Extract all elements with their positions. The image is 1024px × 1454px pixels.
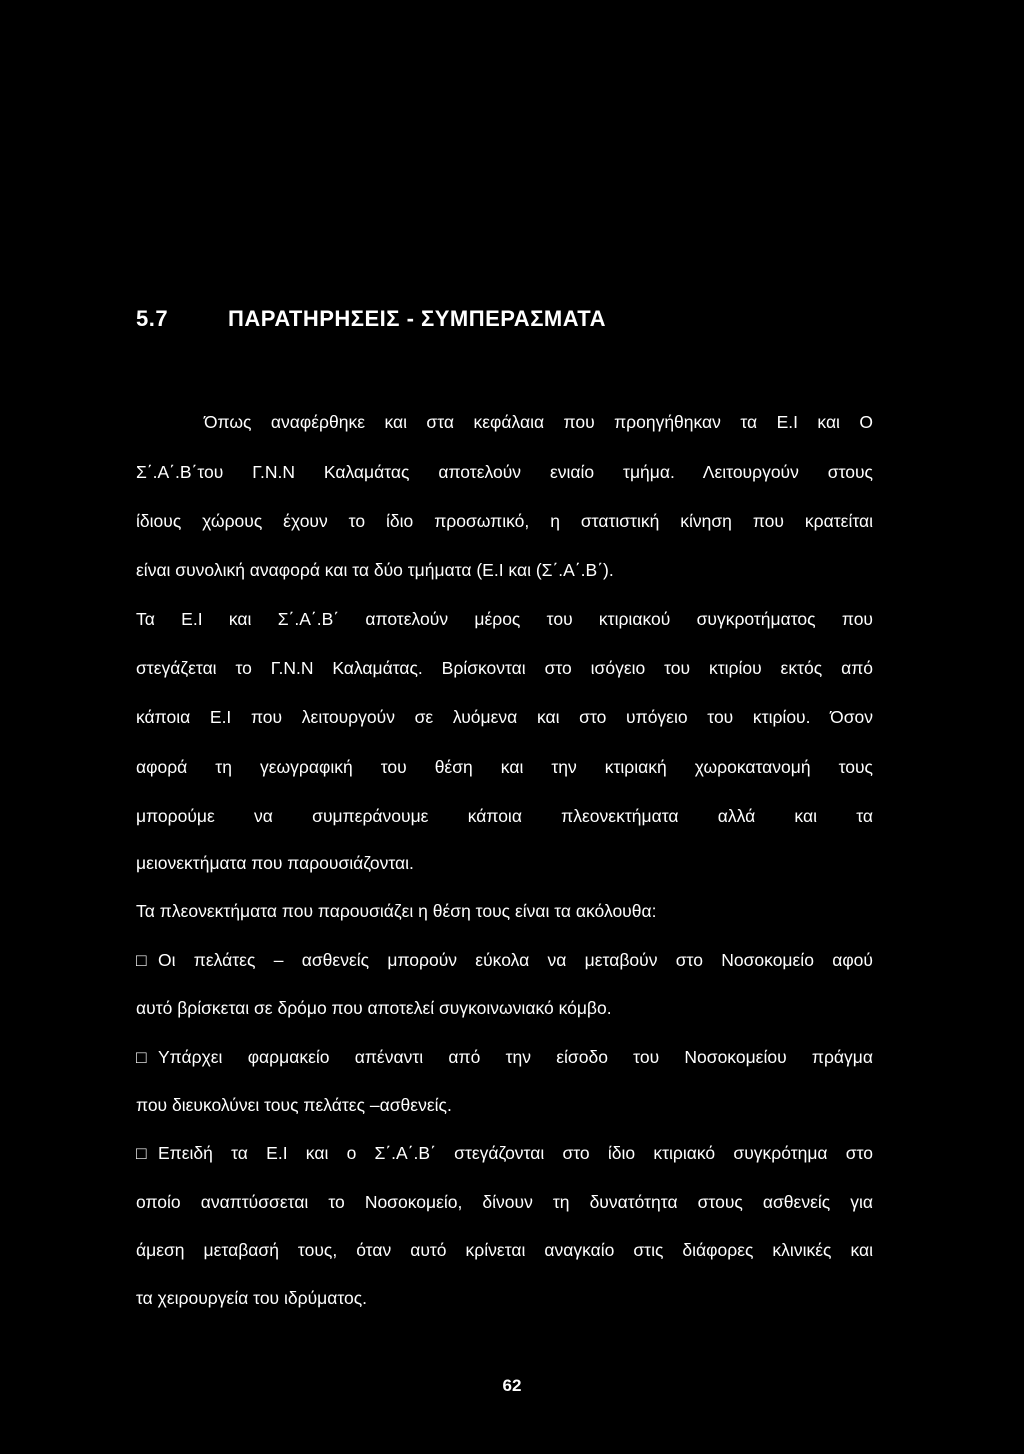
paragraph-1-line-3: ίδιους χώρους έχουν το ίδιο προσωπικό, η στατιστική κίνηση που κρατείται xyxy=(136,511,873,531)
bullet-2-line-2: που διευκολύνει τους πελάτες –ασθενείς. xyxy=(136,1095,452,1115)
paragraph-3-line-1: Τα πλεονεκτήματα που παρουσιάζει η θέση τους είναι τα ακόλουθα: xyxy=(136,901,657,921)
bullet-1-text: Οι πελάτες – ασθενείς μπορούν εύκολα να μεταβούν στο Νοσοκομείο αφού xyxy=(158,950,873,970)
bullet-box-icon: □ xyxy=(136,1143,147,1163)
bullet-box-icon: □ xyxy=(136,1047,147,1067)
bullet-1-line-1 xyxy=(136,948,873,972)
paragraph-1-line-4: είναι συνολική αναφορά και τα δύο τμήματα (Ε.Ι και (Σ΄.Α΄.Β΄). xyxy=(136,560,614,580)
section-number: 5.7 xyxy=(136,306,169,331)
paragraph-2-line-1: Τα Ε.Ι και Σ΄.Α΄.Β΄ αποτελούν μέρος του κτιριακού συγκροτήματος που xyxy=(136,609,873,629)
bullet-box-icon: □ xyxy=(136,950,147,970)
section-title: ΠΑΡΑΤΗΡΗΣΕΙΣ - ΣΥΜΠΕΡΑΣΜΑΤΑ xyxy=(228,306,606,331)
paragraph-2-line-4: αφορά τη γεωγραφική του θέση και την κτιριακή χωροκατανομή τους xyxy=(136,757,873,777)
bullet-1-line-2: αυτό βρίσκεται σε δρόμο που αποτελεί συγκοινωνιακό κόμβο. xyxy=(136,998,612,1018)
paragraph-2-line-3: κάποια Ε.Ι που λειτουργούν σε λυόμενα και στο υπόγειο του κτιρίου. Όσον xyxy=(136,707,873,727)
paragraph-1-line-1: Όπως αναφέρθηκε και στα κεφάλαια που προηγήθηκαν τα Ε.Ι και Ο xyxy=(204,412,873,432)
paragraph-2-line-6: μειονεκτήματα που παρουσιάζονται. xyxy=(136,853,414,873)
bullet-2-line-1 xyxy=(136,1045,873,1069)
paragraph-1-line-2: Σ΄.Α΄.Β΄του Γ.Ν.Ν Καλαμάτας αποτελούν ενιαίο τμήμα. Λειτουργούν στους xyxy=(136,462,873,482)
page-number: 62 xyxy=(502,1376,522,1395)
bullet-3-line-1 xyxy=(136,1141,873,1165)
bullet-3-line-3: άμεση μεταβασή τους, όταν αυτό κρίνεται αναγκαίο στις διάφορες κλινικές και xyxy=(136,1240,873,1260)
bullet-2-text: Υπάρχει φαρμακείο απέναντι από την είσοδο του Νοσοκομείου πράγμα xyxy=(158,1047,873,1067)
bullet-3-line-4: τα χειρουργεία του ιδρύματος. xyxy=(136,1288,368,1308)
paragraph-2-line-2: στεγάζεται το Γ.Ν.Ν Καλαμάτας. Βρίσκονται στο ισόγειο του κτιρίου εκτός από xyxy=(136,658,873,678)
section-heading xyxy=(136,306,606,332)
bullet-3-text: Επειδή τα Ε.Ι και ο Σ΄.Α΄.Β΄ στεγάζονται στο ίδιο κτιριακό συγκρότημα στο xyxy=(158,1143,873,1163)
bullet-3-line-2: οποίο αναπτύσσεται το Νοσοκομείο, δίνουν τη δυνατότητα στους ασθενείς για xyxy=(136,1192,873,1212)
paragraph-2-line-5: μπορούμε να συμπεράνουμε κάποια πλεονεκτήματα αλλά και τα xyxy=(136,806,873,826)
